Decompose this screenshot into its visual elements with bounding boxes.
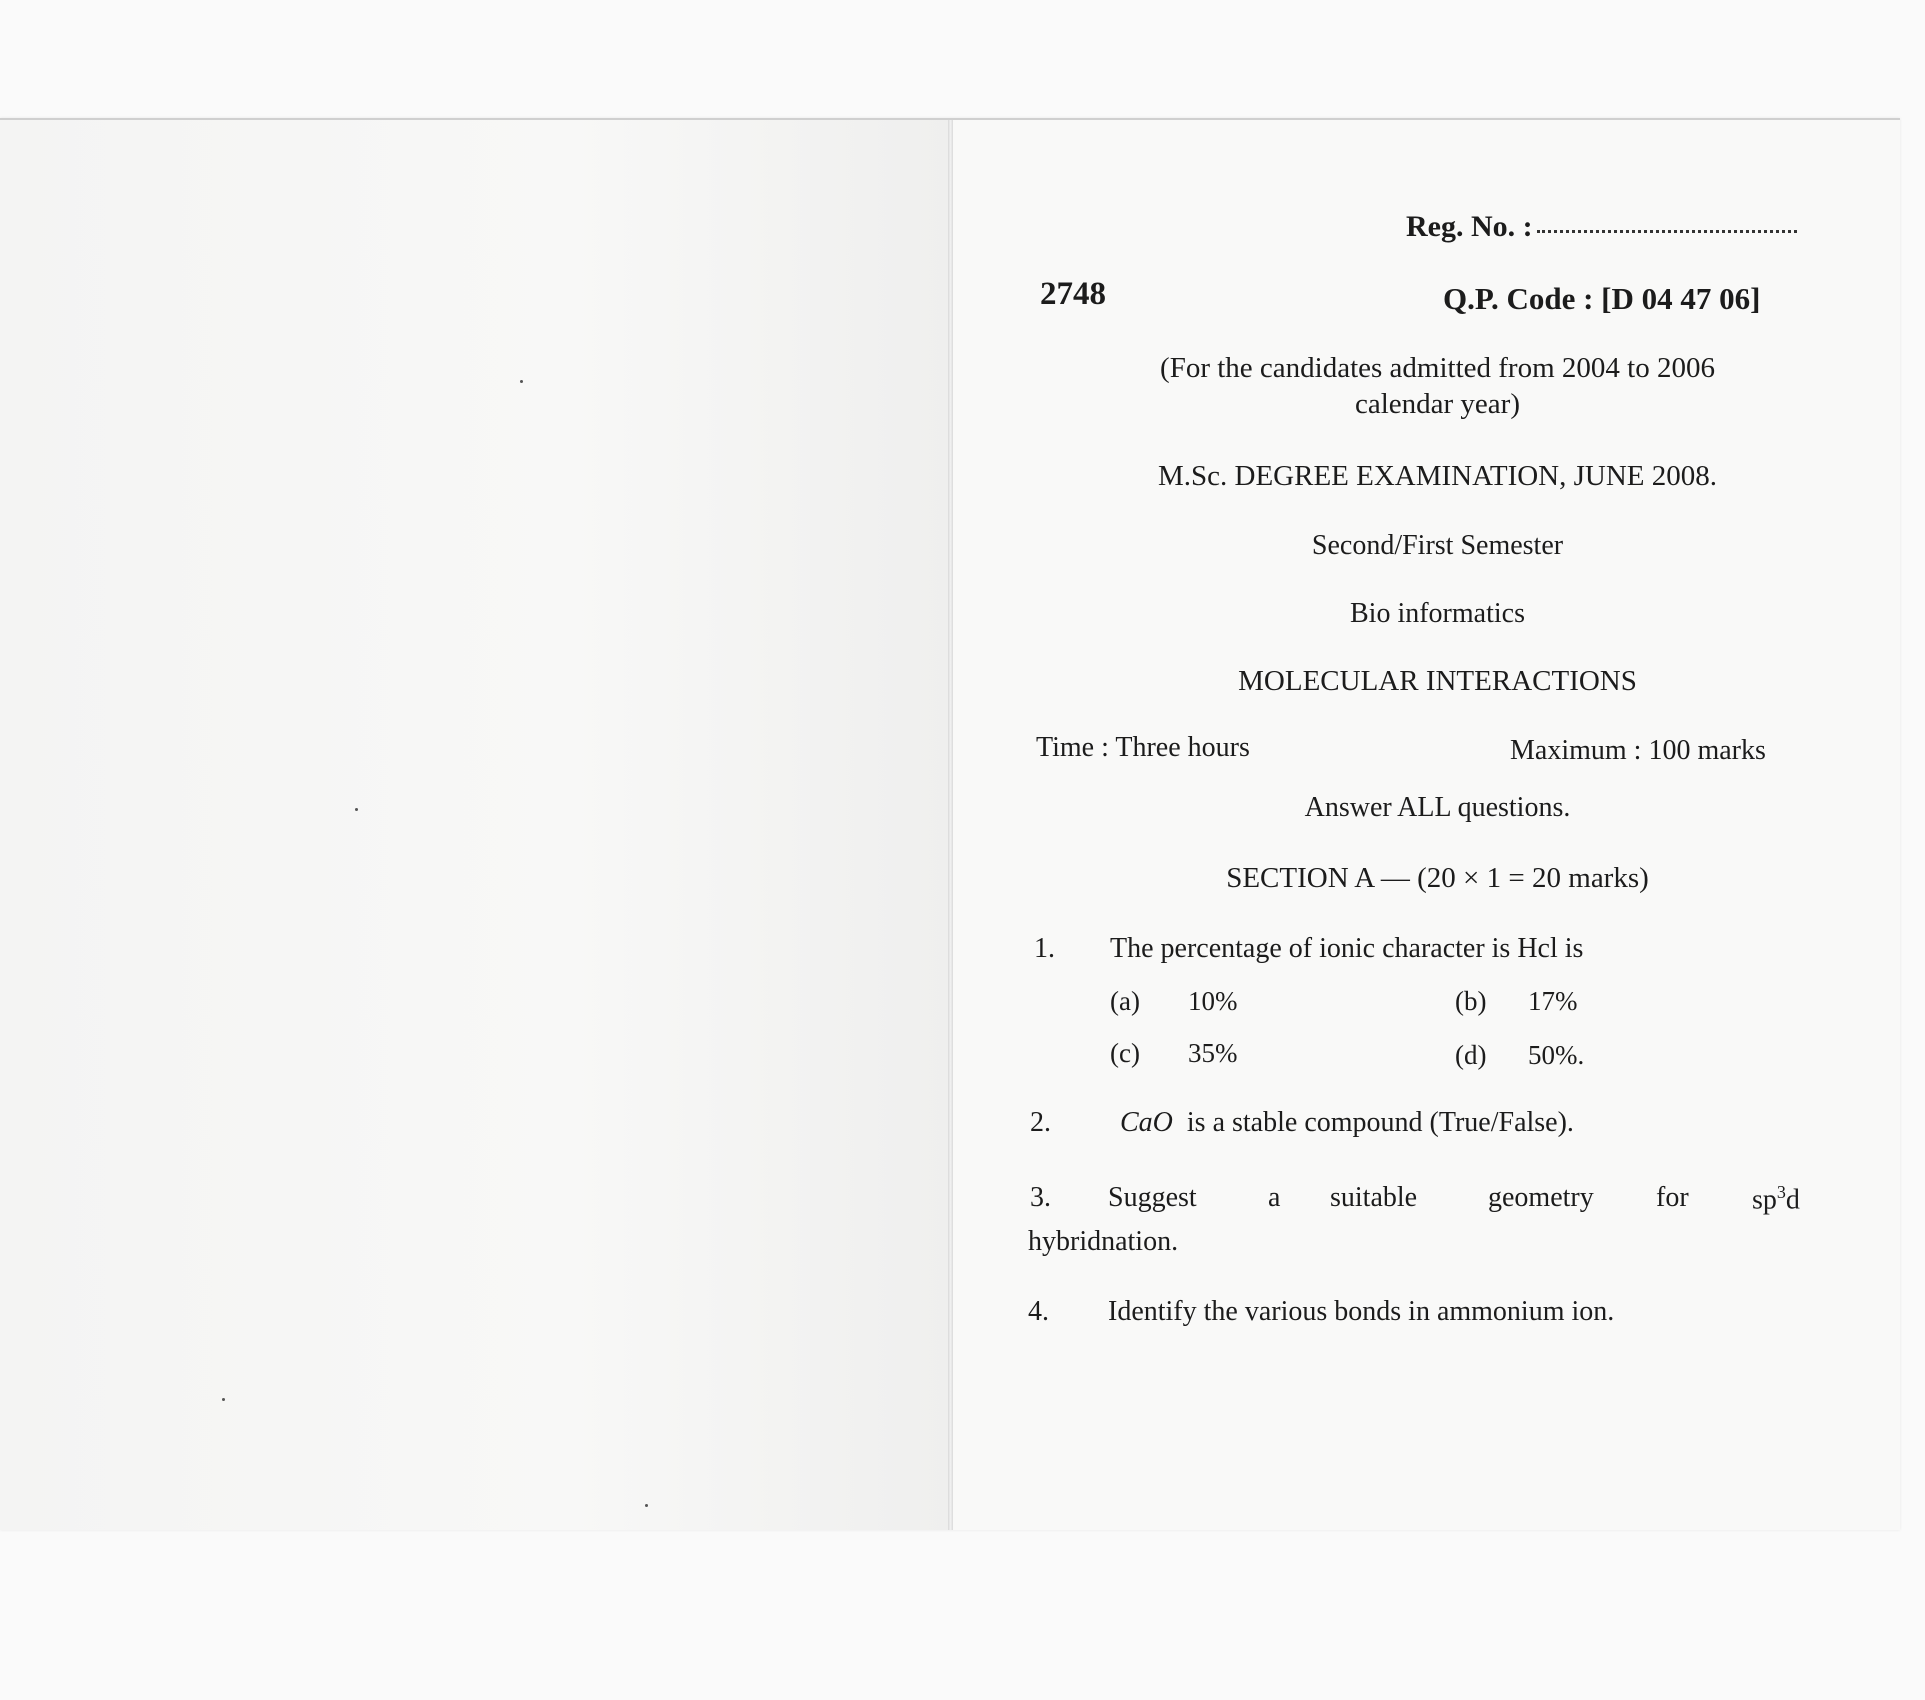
section-heading: SECTION A — (20 × 1 = 20 marks): [1226, 862, 1649, 894]
scan-speck: [645, 1504, 648, 1507]
question-text: The percentage of ionic character is Hcl is: [1110, 933, 1584, 964]
orbital-base: sp: [1752, 1184, 1777, 1216]
question-text-line2: hybridnation.: [1028, 1226, 1179, 1257]
option-value: 35%: [1188, 1038, 1238, 1068]
option-value: 50%.: [1528, 1040, 1585, 1070]
question-word: for: [1656, 1182, 1689, 1213]
exam-duration: Time : Three hours: [1036, 732, 1250, 763]
semester: Second/First Semester: [1311, 530, 1564, 561]
option-value: 17%: [1528, 986, 1578, 1016]
admission-note-line2: calendar year): [1354, 388, 1520, 420]
question-text: [1120, 1107, 1574, 1139]
option-label: (c): [1110, 1038, 1140, 1068]
question-word: suitable: [1330, 1182, 1418, 1213]
scan-speck: [222, 1398, 225, 1401]
question-word: a: [1268, 1182, 1281, 1213]
question-number: 3.: [1030, 1182, 1051, 1213]
reg-no-label: Reg. No. :: [1406, 210, 1533, 243]
scan-speck: [355, 808, 358, 811]
question-number: 2.: [1030, 1107, 1051, 1138]
instruction: Answer ALL questions.: [1304, 792, 1571, 823]
blank-left-page: [0, 120, 950, 1530]
qp-code: Q.P. Code : [D 04 47 06]: [1443, 281, 1761, 316]
question-statement: is a stable compound (True/False).: [1186, 1107, 1574, 1138]
chemical-formula: CaO: [1120, 1107, 1173, 1138]
maximum-marks: Maximum : 100 marks: [1510, 735, 1766, 766]
scanned-sheet: [0, 118, 1900, 1530]
hybrid-orbital: [1752, 1182, 1800, 1216]
paper-number: 2748: [1040, 276, 1106, 312]
option-label: (a): [1110, 986, 1140, 1016]
reg-no-line: [1406, 210, 1797, 244]
orbital-superscript: 3: [1776, 1182, 1786, 1202]
question-word: geometry: [1488, 1182, 1594, 1213]
question-word: Suggest: [1108, 1182, 1197, 1213]
orbital-tail: d: [1785, 1184, 1800, 1216]
question-number: 1.: [1034, 933, 1055, 964]
reg-no-blank: [1537, 230, 1797, 233]
exam-title: M.Sc. DEGREE EXAMINATION, JUNE 2008.: [1157, 460, 1717, 492]
option-value: 10%: [1188, 986, 1238, 1016]
question-number: 4.: [1028, 1296, 1049, 1327]
paper-title: MOLECULAR INTERACTIONS: [1238, 665, 1637, 697]
option-label: (d): [1455, 1040, 1487, 1070]
subject: Bio informatics: [1350, 598, 1525, 629]
scan-speck: [520, 380, 523, 383]
question-text: Identify the various bonds in ammonium ion.: [1108, 1296, 1615, 1327]
option-label: (b): [1455, 986, 1487, 1016]
admission-note-line1: (For the candidates admitted from 2004 to 2006: [1160, 352, 1715, 384]
